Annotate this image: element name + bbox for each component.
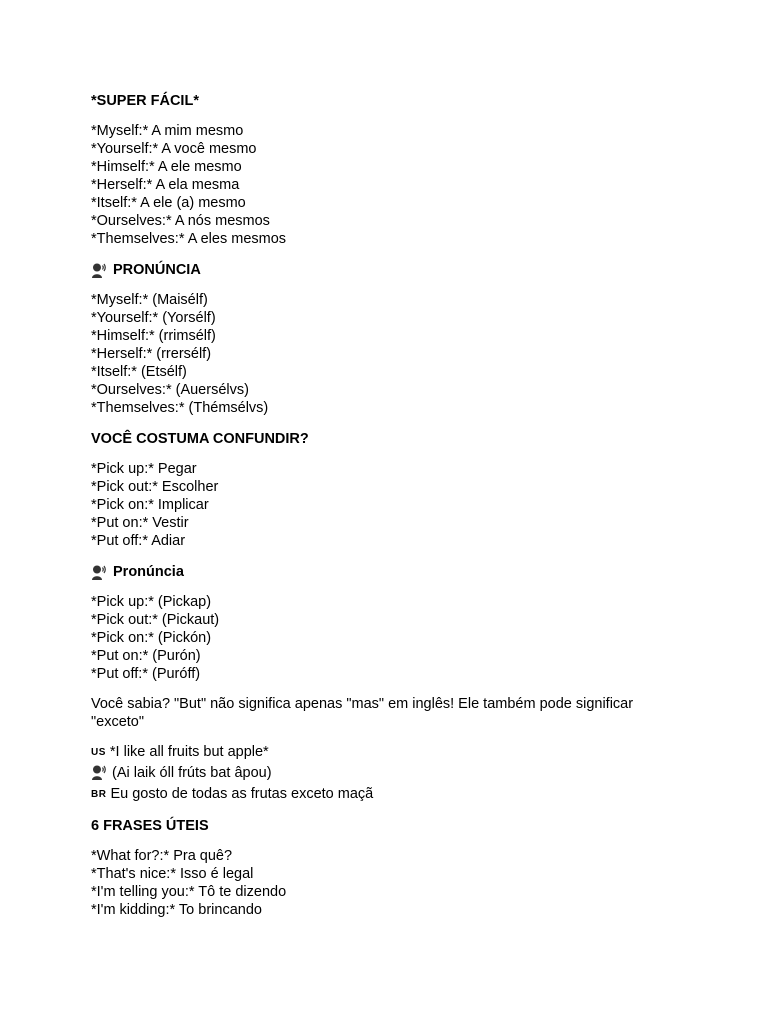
useful-phrases-list: [91, 847, 691, 919]
list-item: *Pick up:* (Pickap): [91, 594, 212, 610]
list-item: *Pick out:* Escolher: [91, 479, 219, 495]
section-title-super-facil: *SUPER FÁCIL*: [91, 93, 199, 109]
pronunciation-list: [91, 291, 691, 417]
section-title-frases-uteis: 6 FRASES ÚTEIS: [91, 818, 209, 834]
phrasal-verbs-pronunciation-list: [91, 593, 691, 683]
list-item: *Himself:* A ele mesmo: [91, 159, 242, 175]
example-portuguese-line: [91, 784, 691, 805]
list-item: *Herself:* A ela mesma: [91, 177, 240, 193]
list-item: *What for?:* Pra quê?: [91, 848, 233, 864]
list-item: *Ourselves:* (Auersélvs): [91, 382, 249, 398]
example-english-text: *I like all fruits but apple*: [109, 744, 269, 760]
list-item: *Itself:* A ele (a) mesmo: [91, 195, 246, 211]
br-flag-icon: BR: [91, 789, 107, 800]
example-pronunciation-line: [91, 763, 691, 784]
list-item: *Pick up:* Pegar: [91, 461, 197, 477]
list-item: *Pick on:* Implicar: [91, 497, 209, 513]
document-page: [91, 92, 691, 919]
list-item: *Pick out:* (Pickaut): [91, 612, 220, 628]
example-english-line: [91, 742, 691, 763]
phrasal-verbs-list: [91, 460, 691, 550]
list-item: *Themselves:* A eles mesmos: [91, 231, 287, 247]
list-item: *Itself:* (Etsélf): [91, 364, 187, 380]
section-title-text: PRONÚNCIA: [113, 262, 201, 278]
list-item: *Ourselves:* A nós mesmos: [91, 213, 270, 229]
list-item: *Put off:* Adiar: [91, 533, 186, 549]
us-flag-icon: US: [91, 747, 106, 758]
list-item: *I'm kidding:* To brincando: [91, 902, 262, 918]
list-item: *Yourself:* (Yorsélf): [91, 310, 216, 326]
reflexive-pronouns-list: [91, 122, 691, 248]
section-title-confundir: VOCÊ COSTUMA CONFUNDIR?: [91, 431, 309, 447]
list-item: *Myself:* A mim mesmo: [91, 123, 244, 139]
example-portuguese-text: Eu gosto de todas as frutas exceto maçã: [110, 786, 374, 802]
list-item: *Themselves:* (Thémsélvs): [91, 400, 269, 416]
list-item: *Pick on:* (Pickón): [91, 630, 212, 646]
list-item: *Put on:* (Purón): [91, 648, 201, 664]
list-item: *That's nice:* Isso é legal: [91, 866, 254, 882]
list-item: *Himself:* (rrimsélf): [91, 328, 216, 344]
section-title-text: Pronúncia: [113, 564, 184, 580]
list-item: *I'm telling you:* Tô te dizendo: [91, 884, 287, 900]
example-pronunciation-text: (Ai laik óll frúts bat âpou): [112, 765, 272, 781]
section-title-pronuncia-2: [91, 563, 691, 581]
example-block: [91, 742, 691, 805]
person-speaking-icon: [91, 262, 107, 278]
list-item: *Yourself:* A você mesmo: [91, 141, 257, 157]
list-item: *Myself:* (Maisélf): [91, 292, 208, 308]
person-speaking-icon: [91, 564, 107, 580]
list-item: *Herself:* (rrersélf): [91, 346, 212, 362]
did-you-know-paragraph: Você sabia? "But" não significa apenas "mas" em inglês! Ele também pode significar "exceto": [91, 696, 634, 730]
list-item: *Put on:* Vestir: [91, 515, 189, 531]
list-item: *Put off:* (Puróff): [91, 666, 201, 682]
person-speaking-icon: [91, 764, 107, 780]
section-title-pronuncia: [91, 261, 691, 279]
